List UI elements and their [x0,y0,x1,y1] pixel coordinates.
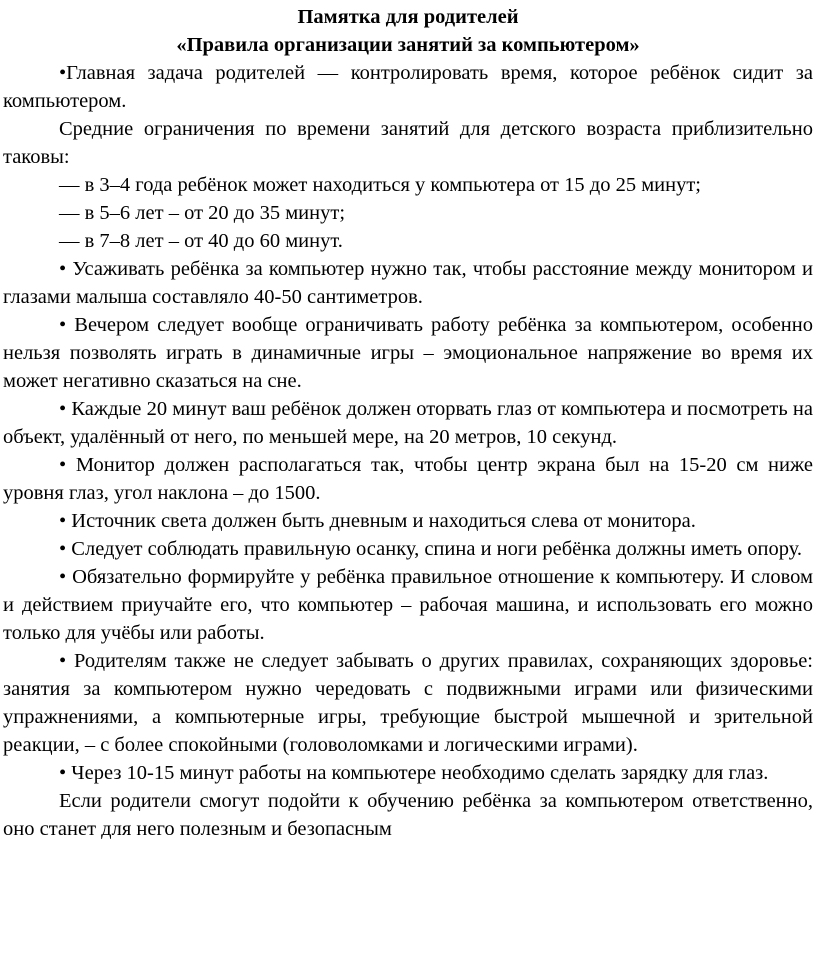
paragraph-time-limits-intro: Средние ограничения по времени занятий для детского возраста приблизительно таковы: [3,118,813,168]
paragraph-eye-break: • Каждые 20 минут ваш ребёнок должен оторвать глаз от компьютера и посмотреть на объект, удалённый от него, по меньшей мере, на 20 метров, 10 секунд. [3,398,813,448]
paragraph-attitude: • Обязательно формируйте у ребёнка правильное отношение к компьютеру. И словом и действием приучайте его, что компьютер – рабочая машина, и использовать его можно только для учёбы или работы. [3,566,813,644]
list-item-age-3-4: — в 3–4 года ребёнок может находиться у компьютера от 15 до 25 минут; [59,174,702,196]
document-title-line-1: Памятка для родителей [297,6,519,28]
paragraph-light-source: • Источник света должен быть дневным и находиться слева от монитора. [59,510,696,532]
paragraph-monitor-position: • Монитор должен располагаться так, чтобы центр экрана был на 15-20 см ниже уровня глаз, угол наклона – до 1500. [3,454,813,504]
paragraph-eye-exercise: • Через 10-15 минут работы на компьютере необходимо сделать зарядку для глаз. [59,762,769,784]
paragraph-health-rules: • Родителям также не следует забывать о других правилах, сохраняющих здоровье: занятия за компьютером нужно чередовать с подвижными играми или физическими упражнениями, а компьютерные игры, требующие быстрой мышечной и зрительной реакции, – с более спокойными (головоломками и логическими играми). [3,650,813,756]
paragraph-conclusion: Если родители смогут подойти к обучению ребёнка за компьютером ответственно, оно станет для него полезным и безопасным [3,790,813,840]
list-item-age-7-8: — в 7–8 лет – от 40 до 60 минут. [59,230,343,252]
document-title-line-2: «Правила организации занятий за компьютером» [176,34,640,56]
paragraph-evening-limits: • Вечером следует вообще ограничивать работу ребёнка за компьютером, особенно нельзя позволять играть в динамичные игры – эмоциональное напряжение во время их может негативно сказаться на сне. [3,314,813,392]
paragraph-main-task: •Главная задача родителей — контролировать время, которое ребёнок сидит за компьютером. [3,62,813,112]
list-item-age-5-6: — в 5–6 лет – от 20 до 35 минут; [59,202,346,224]
paragraph-screen-distance: • Усаживать ребёнка за компьютер нужно так, чтобы расстояние между монитором и глазами малыша составляло 40-50 сантиметров. [3,258,813,308]
paragraph-posture: • Следует соблюдать правильную осанку, спина и ноги ребёнка должны иметь опору. [59,538,803,560]
